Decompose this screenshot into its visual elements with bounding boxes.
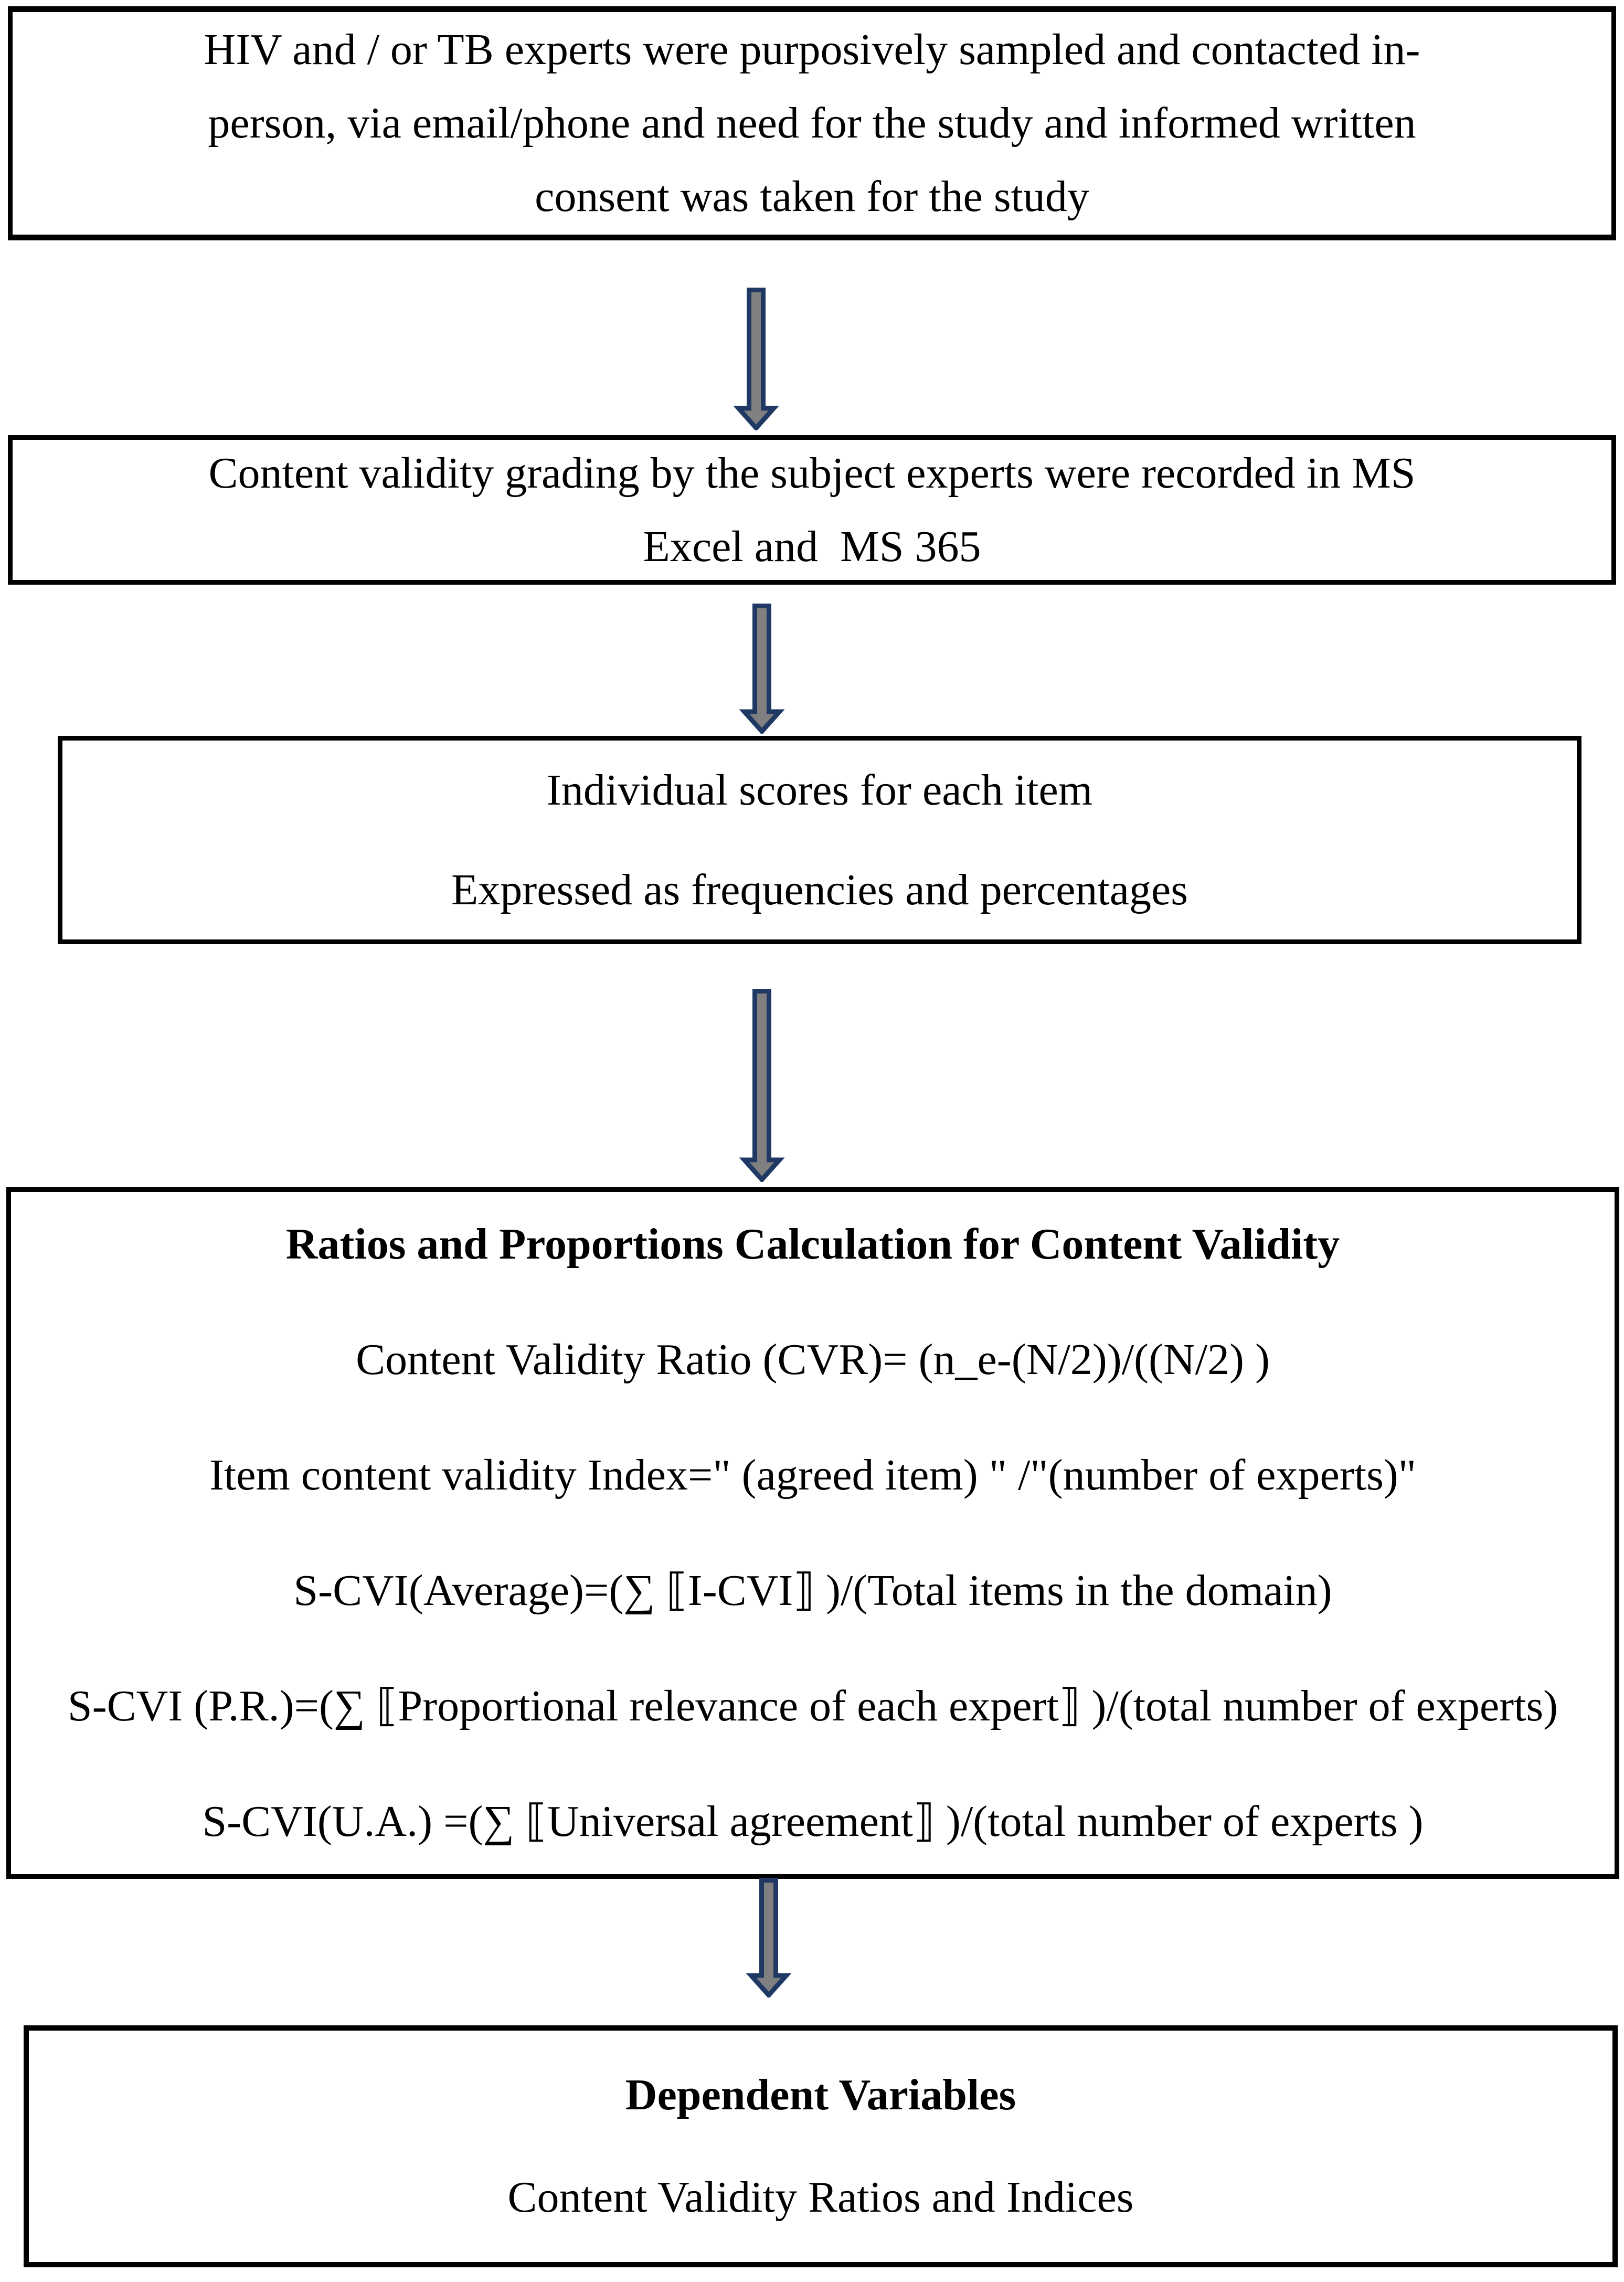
box-line: Excel and MS 365: [643, 522, 981, 571]
flow-arrow-1: [733, 288, 780, 430]
flow-arrow-2: [738, 604, 786, 734]
box-line: HIV and / or TB experts were purposively sampled and contacted in-: [204, 25, 1420, 74]
box-title: Ratios and Proportions Calculation for Content Validity: [285, 1220, 1340, 1269]
flow-box-dependent-variables: [24, 2025, 1618, 2267]
box-line: Content Validity Ratios and Indices: [507, 2173, 1134, 2222]
flow-box-expert-sampling: [8, 6, 1616, 240]
down-arrow-icon: [733, 288, 780, 430]
formula-line: S-CVI(Average)=(∑ ⟦I-CVI⟧ )/(Total items in the domain): [293, 1566, 1332, 1615]
flow-box-individual-scores: [58, 736, 1581, 944]
down-arrow-icon: [738, 989, 786, 1182]
down-arrow-icon: [738, 604, 786, 734]
box-line: Content validity grading by the subject experts were recorded in MS: [208, 448, 1416, 498]
box-line: person, via email/phone and need for the study and informed written: [208, 99, 1416, 147]
flow-arrow-4: [745, 1878, 792, 1998]
flow-box-grading-recorded: [8, 435, 1616, 585]
box-line: consent was taken for the study: [535, 172, 1089, 221]
box-line: Individual scores for each item: [546, 765, 1093, 815]
formula-line: Item content validity Index=" (agreed item) " /"(number of experts)": [209, 1451, 1417, 1499]
box-line: Expressed as frequencies and percentages: [451, 865, 1188, 914]
down-arrow-icon: [745, 1878, 792, 1998]
flow-arrow-3: [738, 989, 786, 1182]
formula-line: S-CVI(U.A.) =(∑ ⟦Universal agreement⟧ )/(total number of experts ): [202, 1797, 1424, 1846]
formula-line: Content Validity Ratio (CVR)= (n_e-(N/2))/((N/2) ): [356, 1335, 1270, 1384]
flow-box-calculations: [6, 1187, 1619, 1879]
box-title: Dependent Variables: [625, 2070, 1016, 2119]
formula-line: S-CVI (P.R.)=(∑ ⟦Proportional relevance of each expert⟧ )/(total number of experts): [67, 1682, 1558, 1730]
